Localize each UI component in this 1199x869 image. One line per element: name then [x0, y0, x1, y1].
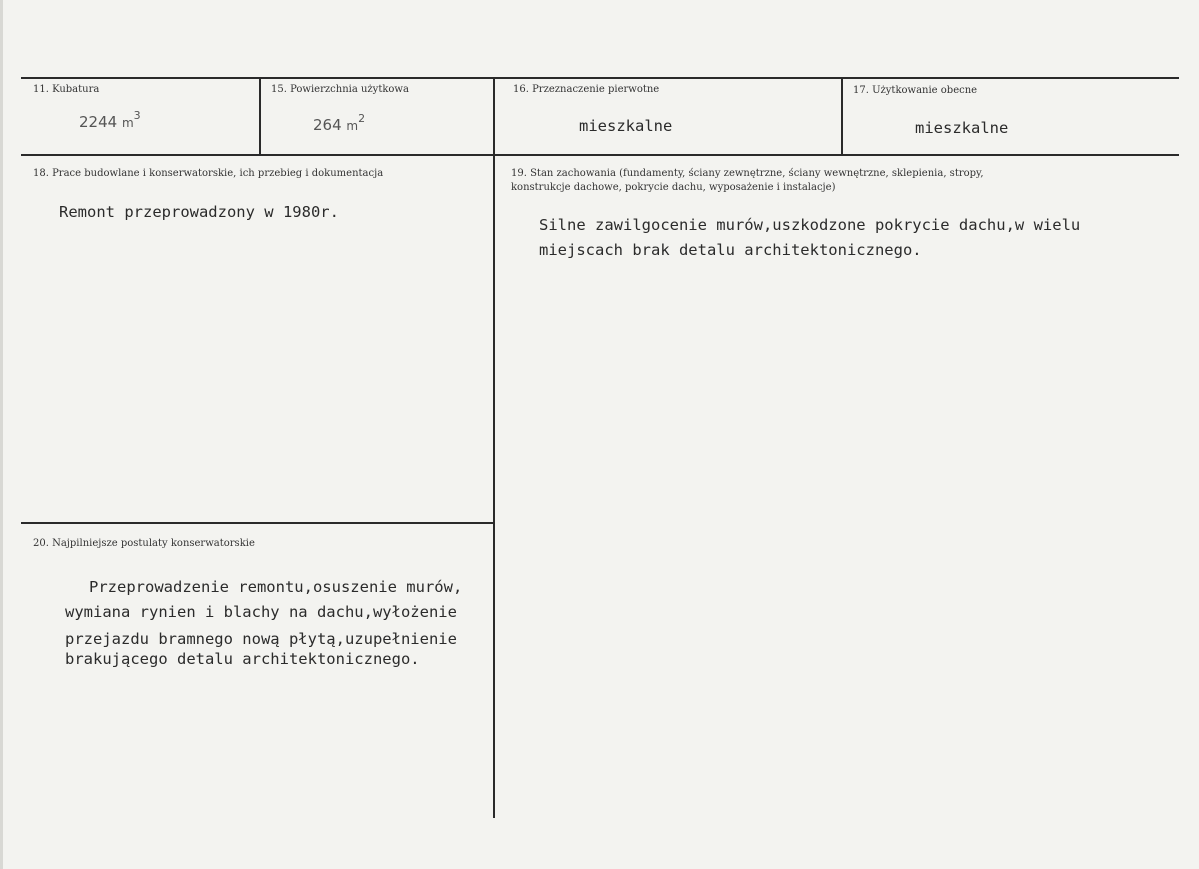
field-15-label: 15. Powierzchnia użytkowa	[271, 84, 409, 95]
field-17-label: 17. Użytkowanie obecne	[853, 85, 978, 96]
field-11-value	[79, 109, 141, 131]
divider-15-16	[493, 77, 495, 818]
top-rule	[21, 77, 1179, 79]
field-20-label: 20. Najpilniejsze postulaty konserwatorskie	[33, 538, 255, 549]
field-16-label: 16. Przeznaczenie pierwotne	[513, 84, 660, 95]
field-19-label-line-2: konstrukcje dachowe, pokrycie dachu, wyposażenie i instalacje)	[511, 182, 836, 193]
area-exponent: 2	[358, 112, 366, 125]
section-20-rule	[21, 522, 493, 524]
kubatura-value: 2244	[79, 113, 118, 131]
kubatura-unit: m	[121, 116, 134, 130]
field-15-value	[313, 112, 366, 134]
kubatura-exponent: 3	[133, 109, 141, 122]
divider-16-17	[841, 77, 843, 155]
area-value: 264	[313, 116, 342, 134]
field-19-value-line-1: Silne zawilgocenie murów,uszkodzone pokrycie dachu,w wielu	[539, 216, 1081, 234]
area-unit: m	[346, 119, 359, 133]
field-18-label: 18. Prace budowlane i konserwatorskie, ich przebieg i dokumentacja	[33, 168, 384, 179]
field-20-value-line-3: przejazdu bramnego nową płytą,uzupełnienie	[65, 630, 457, 648]
field-20-value-line-2: wymiana rynien i blachy na dachu,wyłożenie	[65, 603, 457, 621]
field-16-value: mieszkalne	[579, 117, 673, 135]
field-19-label-line-1: 19. Stan zachowania (fundamenty, ściany zewnętrzne, ściany wewnętrzne, sklepienia, stropy,	[511, 168, 984, 179]
field-11-label: 11. Kubatura	[33, 84, 100, 95]
field-20-value-line-1: Przeprowadzenie remontu,osuszenie murów,	[89, 578, 463, 596]
field-20-value-line-4: brakującego detalu architektonicznego.	[65, 650, 420, 668]
field-18-value: Remont przeprowadzony w 1980r.	[59, 203, 339, 221]
divider-11-15	[259, 77, 261, 155]
row-rule	[21, 154, 1179, 156]
field-19-value-line-2: miejscach brak detalu architektonicznego.	[539, 241, 922, 259]
field-17-value: mieszkalne	[915, 119, 1009, 137]
